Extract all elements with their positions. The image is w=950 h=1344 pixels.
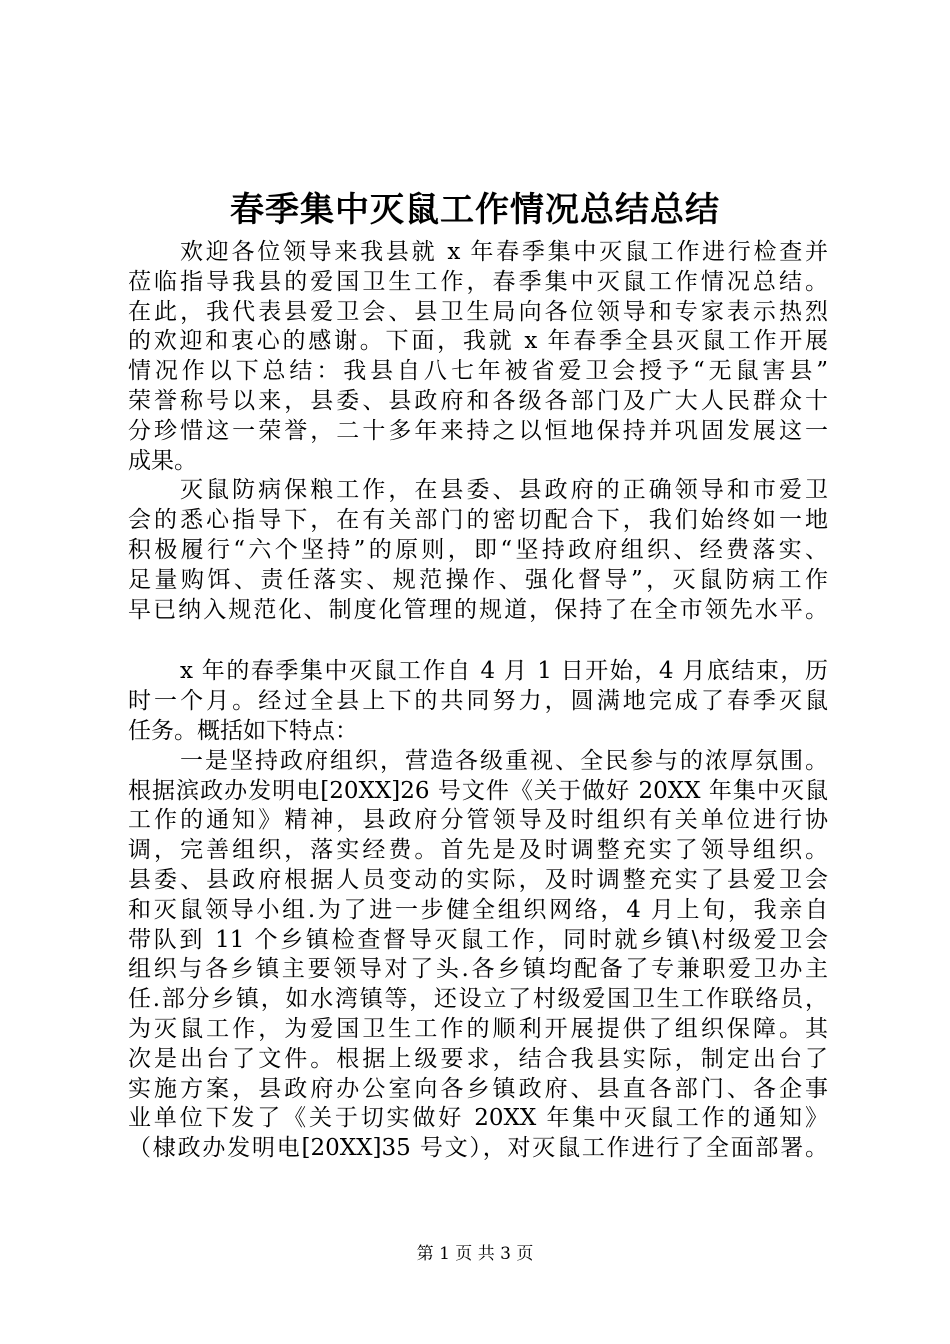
text-line: 带队到 11 个乡镇检查督导灭鼠工作，同时就乡镇\村级爱卫会 xyxy=(128,926,828,953)
text-line: 积极履行“六个坚持”的原则，即“坚持政府组织、经费落实、 xyxy=(128,536,828,563)
text-line: 会的悉心指导下，在有关部门的密切配合下，我们始终如一地 xyxy=(128,507,828,534)
text-line: 早已纳入规范化、制度化管理的规道，保持了在全市领先水平。 xyxy=(128,596,828,623)
text-line: x 年的春季集中灭鼠工作自 4 月 1 日开始，4 月底结束，历 xyxy=(180,658,828,685)
text-line: 成果。 xyxy=(128,447,197,474)
text-line: 的欢迎和衷心的感谢。下面，我就 x 年春季全县灭鼠工作开展 xyxy=(128,328,828,355)
text-line: 在此，我代表县爱卫会、县卫生局向各位领导和专家表示热烈 xyxy=(128,298,828,325)
text-line: （棣政办发明电[20XX]35 号文），对灭鼠工作进行了全面部署。 xyxy=(128,1135,828,1162)
document-body xyxy=(128,238,828,1164)
text-line: 县委、县政府根据人员变动的实际，及时调整充实了县爱卫会 xyxy=(128,866,828,893)
text-line: 分珍惜这一荣誉，二十多年来持之以恒地保持并巩固发展这一 xyxy=(128,417,828,444)
text-line: 任.部分乡镇，如水湾镇等，还设立了村级爱国卫生工作联络员， xyxy=(128,986,828,1013)
text-line: 和灭鼠领导小组.为了进一步健全组织网络，4 月上旬，我亲自 xyxy=(128,896,828,923)
text-line: 根据滨政办发明电[20XX]26 号文件《关于做好 20XX 年集中灭鼠 xyxy=(128,777,828,804)
text-line: 情况作以下总结：我县自八七年被省爱卫会授予“无鼠害县” xyxy=(128,358,828,385)
text-line: 时一个月。经过全县上下的共同努力，圆满地完成了春季灭鼠 xyxy=(128,688,828,715)
text-line: 欢迎各位领导来我县就 x 年春季集中灭鼠工作进行检查并 xyxy=(180,239,828,265)
text-line: 工作的通知》精神，县政府分管领导及时组织有关单位进行协 xyxy=(128,807,828,834)
page-footer: 第 1 页 共 3 页 xyxy=(416,1244,534,1264)
text-line: 足量购饵、责任落实、规范操作、强化督导”，灭鼠防病工作 xyxy=(128,566,828,593)
text-line: 实施方案，县政府办公室向各乡镇政府、县直各部门、各企事 xyxy=(128,1075,828,1102)
text-line: 业单位下发了《关于切实做好 20XX 年集中灭鼠工作的通知》 xyxy=(128,1105,828,1132)
text-line: 组织与各乡镇主要领导对了头.各乡镇均配备了专兼职爱卫办主 xyxy=(128,956,828,983)
paragraph-gap xyxy=(128,625,828,657)
text-line: 莅临指导我县的爱国卫生工作，春季集中灭鼠工作情况总结。 xyxy=(128,268,828,295)
text-line: 灭鼠防病保粮工作，在县委、县政府的正确领导和市爱卫 xyxy=(180,477,828,504)
text-line: 一是坚持政府组织，营造各级重视、全民参与的浓厚氛围。 xyxy=(180,747,828,774)
text-line: 荣誉称号以来，县委、县政府和各级各部门及广大人民群众十 xyxy=(128,387,828,414)
text-line: 次是出台了文件。根据上级要求，结合我县实际，制定出台了 xyxy=(128,1045,828,1072)
text-line: 为灭鼠工作，为爱国卫生工作的顺利开展提供了组织保障。其 xyxy=(128,1015,828,1042)
text-line: 调，完善组织，落实经费。首先是及时调整充实了领导组织。 xyxy=(128,837,828,864)
document-title: 春季集中灭鼠工作情况总结总结 xyxy=(230,190,720,230)
text-line: 任务。概括如下特点： xyxy=(128,717,358,744)
